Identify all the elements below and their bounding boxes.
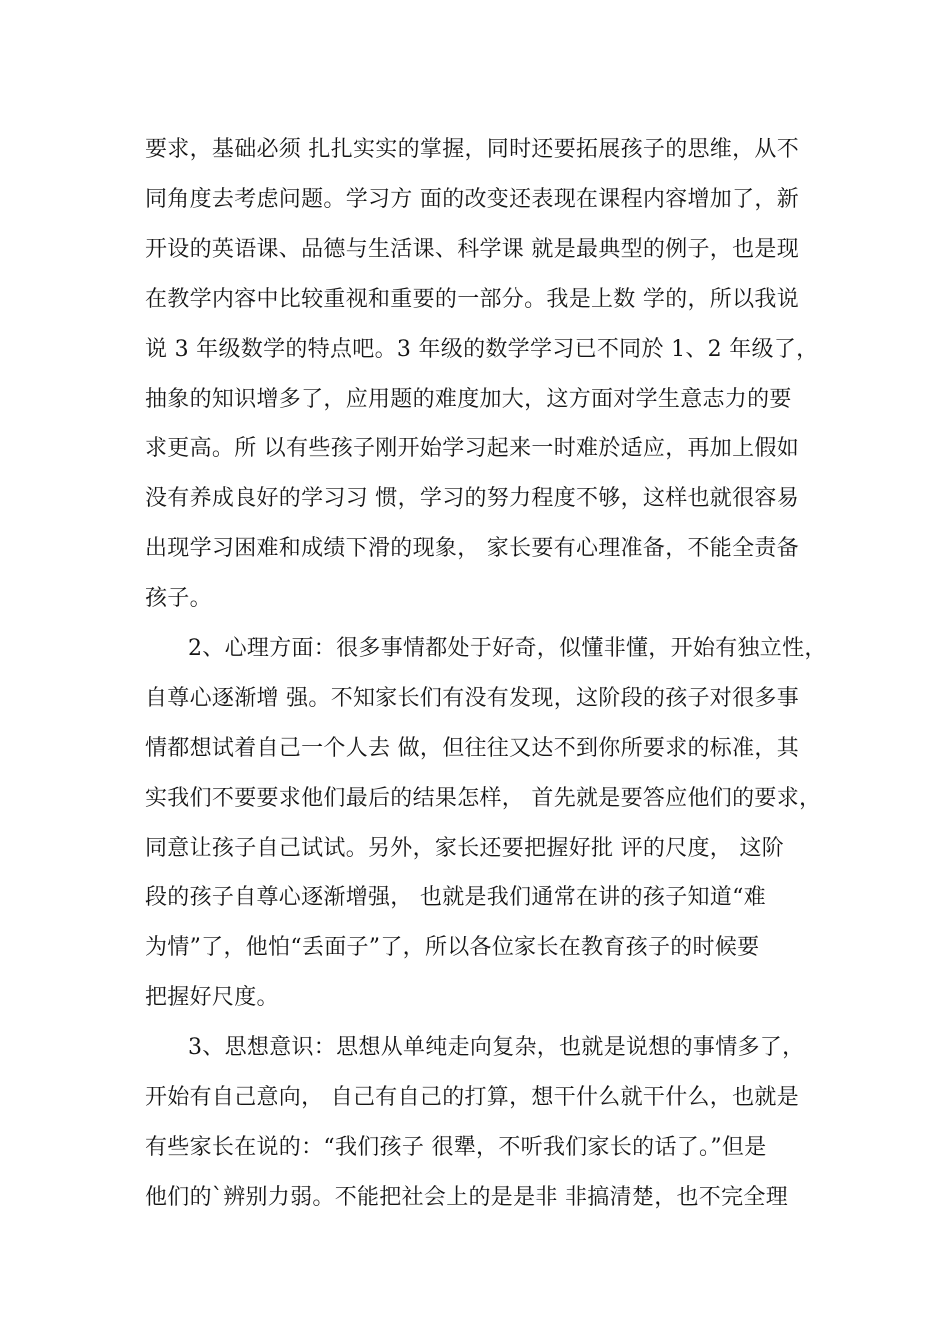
text-line: 实我们不要要求他们最后的结果怎样， 首先就是要答应他们的要求，: [145, 786, 822, 811]
text-line: 同角度去考虑问题。学习方 面的改变还表现在课程内容增加了，新: [145, 187, 799, 212]
text-line: 开始有自己意向， 自己有自己的打算，想干什么就干什么，也就是: [145, 1085, 799, 1110]
paragraph-heading-2: 2、心理方面：很多事情都处于好奇，似懂非懂，开始有独立性，: [188, 636, 827, 661]
text-line: 抽象的知识增多了，应用题的难度加大，这方面对学生意志力的要: [145, 387, 792, 412]
text-line: 段的孩子自尊心逐渐增强， 也就是我们通常在讲的孩子知道“难: [145, 885, 766, 910]
text-line: 有些家长在说的：“我们孩子 很犟，不听我们家长的话了。”但是: [145, 1135, 767, 1160]
text-line: 求更高。所 以有些孩子刚开始学习起来一时难於适应，再加上假如: [145, 436, 799, 461]
text-line: 为情”了，他怕“丢面子”了，所以各位家长在教育孩子的时候要: [145, 935, 760, 960]
text-line: 要求，基础必须 扎扎实实的掌握，同时还要拓展孩子的思维，从不: [145, 137, 799, 162]
text-line: 自尊心逐渐增 强。不知家长们有没有发现，这阶段的孩子对很多事: [145, 686, 799, 711]
paragraph-heading-3: 3、思想意识：思想从单纯走向复杂，也就是说想的事情多了，: [188, 1035, 805, 1060]
text-line: 情都想试着自己一个人去 做，但往往又达不到你所要求的标准，其: [145, 736, 799, 761]
text-line: 同意让孩子自己试试。另外，家长还要把握好批 评的尺度， 这阶: [145, 836, 784, 861]
text-line: 把握好尺度。: [145, 985, 279, 1010]
text-line: 开设的英语课、品德与生活课、科学课 就是最典型的例子，也是现: [145, 237, 799, 262]
text-line: 在教学内容中比较重视和重要的一部分。我是上数 学的，所以我说: [145, 287, 799, 312]
text-line: 他们的`辨别力弱。不能把社会上的是是非 非搞清楚，也不完全理: [145, 1185, 788, 1210]
text-line: 出现学习困难和成绩下滑的现象， 家长要有心理准备，不能全责备: [145, 536, 799, 561]
text-line: 说 3 年级数学的特点吧。3 年级的数学学习已不同於 1、2 年级了，: [145, 337, 819, 362]
text-line: 孩子。: [145, 586, 212, 611]
text-line: 没有养成良好的学习习 惯，学习的努力程度不够，这样也就很容易: [145, 486, 799, 511]
